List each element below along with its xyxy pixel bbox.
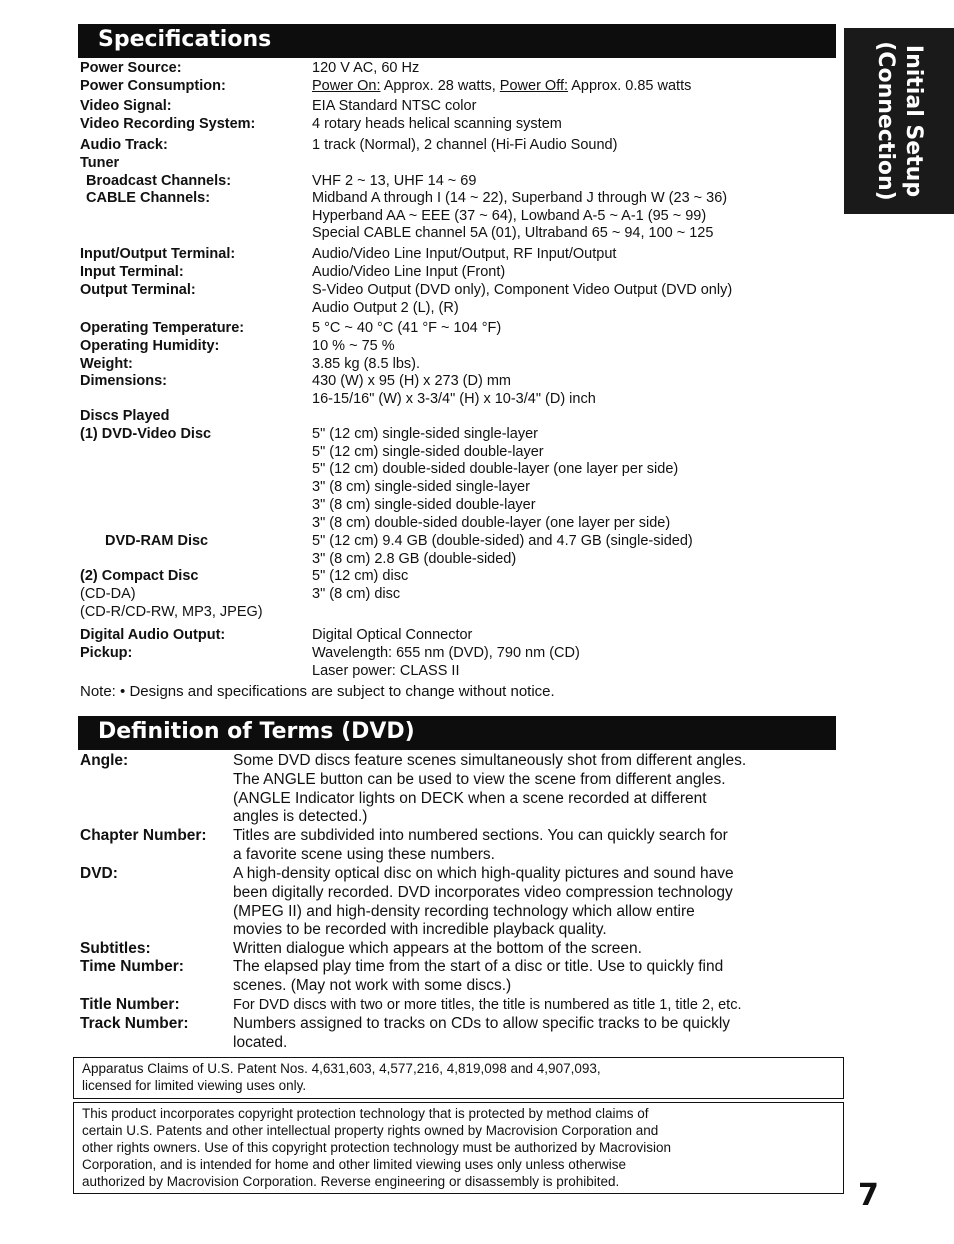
term-definition-line: movies to be recorded with incredible playback quality. <box>233 921 607 939</box>
section-tab-line-1: Initial Setup <box>901 44 926 198</box>
spec-value: 120 V AC, 60 Hz <box>312 60 420 76</box>
term-definition-line: The elapsed play time from the start of a disc or title. Use to quickly find <box>233 958 724 975</box>
spec-value: Hyperband AA ~ EEE (37 ~ 64), Lowband A-5 ~ A-1 (95 ~ 99) <box>312 207 707 224</box>
term-definition-line: (ANGLE Indicator lights on DECK when a scene recorded at different <box>233 789 707 807</box>
spec-label: (CD-DA) <box>80 586 136 602</box>
term-definition <box>233 752 853 827</box>
term-definition-line: Some DVD discs feature scenes simultaneously shot from different angles. <box>233 752 747 769</box>
term-definition-line: A high-density optical disc on which high-quality pictures and sound have <box>233 865 734 882</box>
spec-label: Pickup: <box>80 645 133 661</box>
copyright-notice-line: other rights owners. Use of this copyright protection technology must be authorized by Macrovision <box>82 1140 672 1155</box>
spec-note: Note: • Designs and specifications are subject to change without notice. <box>80 683 555 700</box>
section-tab-line-2: (Connection) <box>873 41 898 201</box>
spec-label: Weight: <box>80 356 133 372</box>
term-definition <box>233 940 853 959</box>
term-definition-line: a favorite scene using these numbers. <box>233 845 495 863</box>
spec-label: Audio Track: <box>80 137 168 153</box>
term-label: Subtitles: <box>80 940 151 957</box>
spec-value: 5" (12 cm) disc <box>312 568 409 584</box>
spec-value: VHF 2 ~ 13, UHF 14 ~ 69 <box>312 173 477 189</box>
term-label: Chapter Number: <box>80 827 207 844</box>
term-definition <box>233 958 853 996</box>
term-definition-line: scenes. (May not work with some discs.) <box>233 976 512 994</box>
spec-label: Broadcast Channels: <box>86 173 232 189</box>
spec-label: Video Recording System: <box>80 116 256 132</box>
spec-value: Digital Optical Connector <box>312 627 473 643</box>
spec-value: Midband A through I (14 ~ 22), Superband J through W (23 ~ 36) <box>312 190 728 206</box>
spec-value: 5" (12 cm) double-sided double-layer (one layer per side) <box>312 461 679 478</box>
term-definition-line: been digitally recorded. DVD incorporates video compression technology <box>233 883 733 901</box>
spec-value: 16-15/16" (W) x 3-3/4" (H) x 10-3/4" (D) inch <box>312 390 596 407</box>
term-label: Angle: <box>80 752 129 769</box>
spec-value: 3" (8 cm) single-sided single-layer <box>312 479 530 496</box>
term-definition-line: For DVD discs with two or more titles, the title is numbered as title 1, title 2, etc. <box>233 997 742 1013</box>
term-definition <box>233 1015 853 1053</box>
copyright-notice-line: Corporation, and is intended for home and other limited viewing uses only unless otherwise <box>82 1157 627 1172</box>
spec-value: Audio/Video Line Input/Output, RF Input/Output <box>312 246 617 262</box>
spec-label: (2) Compact Disc <box>80 568 199 584</box>
definition-of-terms-header: Definition of Terms (DVD) <box>78 716 836 750</box>
term-label: Track Number: <box>80 1015 189 1032</box>
copyright-notice-box <box>73 1102 844 1194</box>
spec-label: Operating Humidity: <box>80 338 220 354</box>
term-definition <box>233 996 853 1015</box>
term-definition-line: angles is detected.) <box>233 808 368 826</box>
spec-label: Tuner <box>80 155 120 171</box>
spec-value: S-Video Output (DVD only), Component Video Output (DVD only) <box>312 282 733 298</box>
spec-label: Input/Output Terminal: <box>80 246 236 262</box>
spec-value: Audio/Video Line Input (Front) <box>312 264 506 280</box>
spec-value: 430 (W) x 95 (H) x 273 (D) mm <box>312 373 511 389</box>
spec-value: Audio Output 2 (L), (R) <box>312 299 459 316</box>
copyright-notice-line: This product incorporates copyright protection technology that is protected by method claims of <box>82 1106 649 1121</box>
spec-label: Power Consumption: <box>80 78 226 94</box>
spec-value: 3" (8 cm) disc <box>312 585 401 602</box>
spec-label: DVD-RAM Disc <box>105 533 209 549</box>
term-label: Time Number: <box>80 958 184 975</box>
spec-label: (CD-R/CD-RW, MP3, JPEG) <box>80 604 263 620</box>
term-definition-line: Numbers assigned to tracks on CDs to allow specific tracks to be quickly <box>233 1015 731 1032</box>
spec-value: 5" (12 cm) single-sided double-layer <box>312 443 544 460</box>
spec-label: Input Terminal: <box>80 264 184 280</box>
spec-value: Laser power: CLASS II <box>312 662 460 679</box>
spec-label: Video Signal: <box>80 98 172 114</box>
term-definition-line: Titles are subdivided into numbered sections. You can quickly search for <box>233 827 728 844</box>
patent-notice-line: licensed for limited viewing uses only. <box>82 1078 307 1093</box>
spec-value: 5 °C ~ 40 °C (41 °F ~ 104 °F) <box>312 320 502 336</box>
spec-label: Operating Temperature: <box>80 320 245 336</box>
term-definition-line: located. <box>233 1033 288 1051</box>
spec-value: Power On: Approx. 28 watts, Power Off: Approx. 0.85 watts <box>312 78 692 94</box>
term-definition-line: (MPEG II) and high-density recording technology which allow entire <box>233 902 695 920</box>
patent-notice-line: Apparatus Claims of U.S. Patent Nos. 4,631,603, 4,577,216, 4,819,098 and 4,907,093, <box>82 1061 601 1076</box>
term-definition <box>233 827 853 865</box>
spec-label: CABLE Channels: <box>86 190 211 206</box>
spec-value: 1 track (Normal), 2 channel (Hi-Fi Audio Sound) <box>312 137 618 153</box>
term-definition-line: Written dialogue which appears at the bottom of the screen. <box>233 940 642 957</box>
copyright-notice-line: authorized by Macrovision Corporation. Reverse engineering or disassembly is prohibited. <box>82 1174 620 1189</box>
spec-value: 3.85 kg (8.5 lbs). <box>312 356 420 372</box>
spec-label: Discs Played <box>80 408 170 424</box>
spec-label: Dimensions: <box>80 373 168 389</box>
patent-notice-box <box>73 1057 844 1099</box>
spec-value: Wavelength: 655 nm (DVD), 790 nm (CD) <box>312 645 580 661</box>
spec-value: 3" (8 cm) double-sided double-layer (one layer per side) <box>312 514 671 531</box>
spec-value: 5" (12 cm) 9.4 GB (double-sided) and 4.7 GB (single-sided) <box>312 533 693 549</box>
spec-value: 4 rotary heads helical scanning system <box>312 116 562 132</box>
spec-label: Digital Audio Output: <box>80 627 226 643</box>
copyright-notice-line: certain U.S. Patents and other intellectual property rights owned by Macrovision Corporation and <box>82 1123 659 1138</box>
page-number: 7 <box>858 1178 879 1213</box>
term-label: DVD: <box>80 865 118 882</box>
spec-value: 10 % ~ 75 % <box>312 338 395 354</box>
specifications-header: Specifications <box>78 24 836 58</box>
spec-value: Special CABLE channel 5A (01), Ultraband 65 ~ 94, 100 ~ 125 <box>312 225 714 242</box>
section-tab-initial-setup <box>844 28 954 214</box>
spec-label: Output Terminal: <box>80 282 196 298</box>
spec-value: EIA Standard NTSC color <box>312 98 477 114</box>
spec-value: 5" (12 cm) single-sided single-layer <box>312 426 538 442</box>
term-label: Title Number: <box>80 996 180 1013</box>
spec-value: 3" (8 cm) single-sided double-layer <box>312 496 536 513</box>
spec-value: 3" (8 cm) 2.8 GB (double-sided) <box>312 550 517 567</box>
term-definition-line: The ANGLE button can be used to view the scene from different angles. <box>233 770 726 788</box>
spec-label: Power Source: <box>80 60 182 76</box>
term-definition <box>233 865 853 940</box>
spec-label: (1) DVD-Video Disc <box>80 426 212 442</box>
